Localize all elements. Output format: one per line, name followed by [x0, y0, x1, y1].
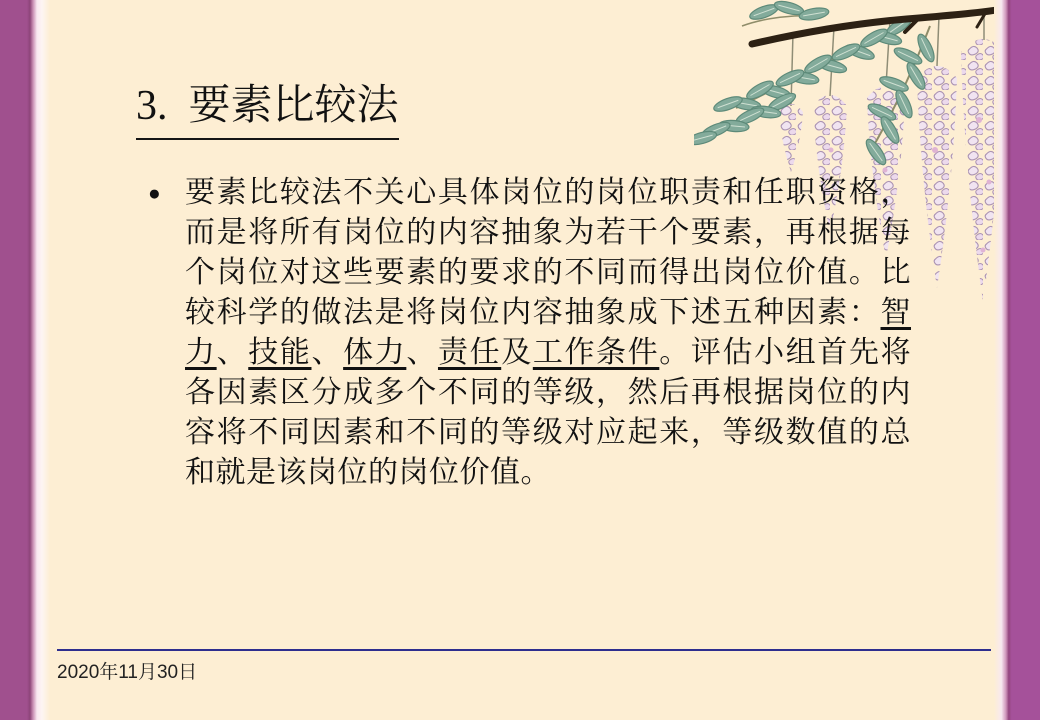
body-text-segment: 技能 — [248, 336, 312, 369]
date-stamp: 2020年11月30日 — [57, 662, 198, 683]
slide-title: 3. 要素比较法 — [136, 72, 399, 140]
body-text-segment: 、 — [311, 336, 344, 369]
body-text-segment: 、 — [406, 336, 438, 369]
footer-divider — [57, 649, 991, 651]
body-text-segment: 、 — [216, 336, 249, 369]
body-text-segment: 责任 — [437, 336, 502, 369]
body-text-segment: 及 — [501, 336, 533, 369]
bullet-marker: ● — [148, 181, 161, 205]
slide-body — [148, 173, 916, 493]
body-text-segment: 智力 — [185, 296, 911, 369]
slide-left-border — [0, 0, 50, 720]
body-text-segment: 。评估小组首先将各因素区分成多个不同的等级，然后再根据岗位的内容将不同因素和不同的等级对应起来，等级数值的总和就是该岗位的岗位价值。 — [185, 336, 912, 489]
body-paragraph — [185, 173, 911, 493]
slide-right-border — [994, 0, 1040, 720]
body-text-segment: 要素比较法不关心具体岗位的岗位职责和任职资格，而是将所有岗位的内容抽象为若干个要素，再根据每个岗位对这些要素的要求的不同而得出岗位价值。比较科学的做法是将岗位内容抽象成下述五种因素： — [185, 176, 911, 329]
body-text-segment: 工作条件 — [532, 336, 660, 369]
body-text-segment: 体力 — [343, 336, 407, 369]
